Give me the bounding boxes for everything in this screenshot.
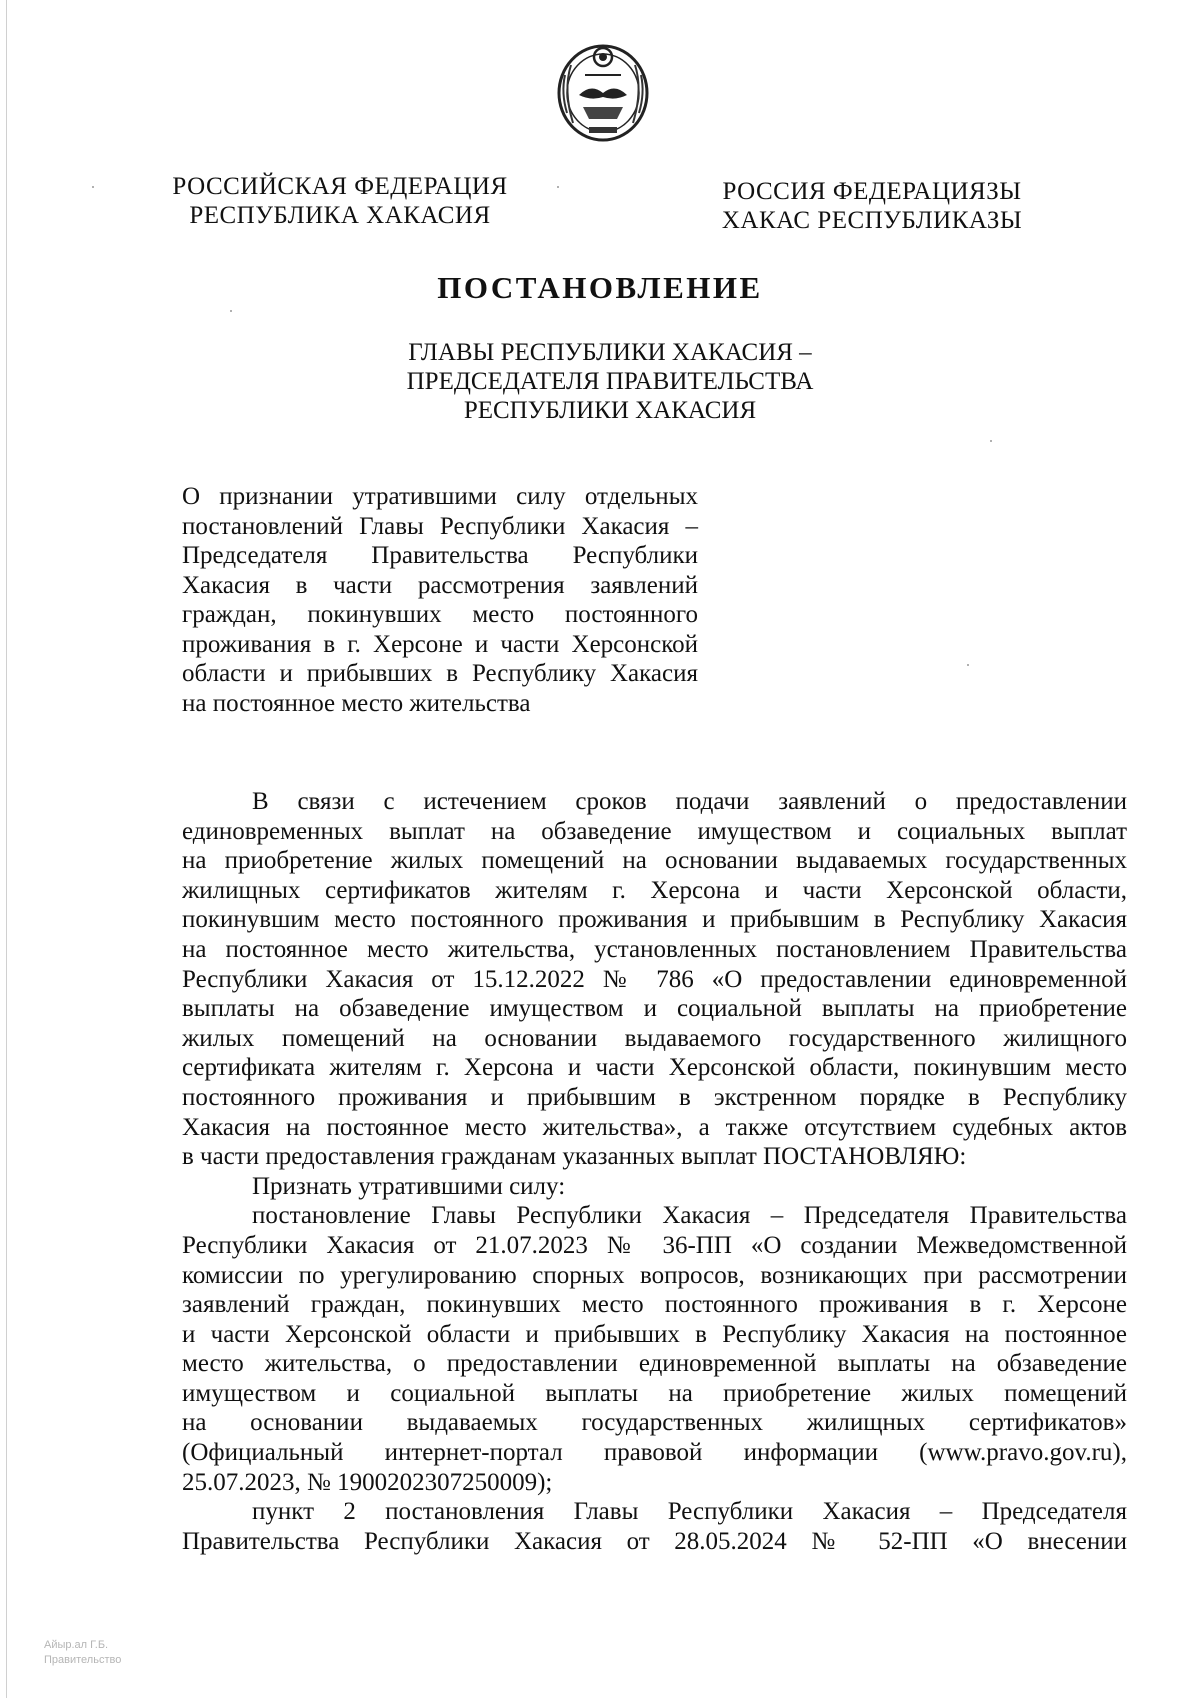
issuer-line: РЕСПУБЛИКИ ХАКАСИЯ (463, 397, 757, 424)
header-right-line-2: ХАКАС РЕСПУБЛИКАЗЫ (721, 207, 1023, 234)
header-left-line-2: РЕСПУБЛИКА ХАКАСИЯ (189, 202, 491, 229)
header-left-line-1: РОССИЙСКАЯ ФЕДЕРАЦИЯ (172, 173, 508, 200)
issuer-line: ПРЕДСЕДАТЕЛЯ ПРАВИТЕЛЬСТВА (406, 368, 814, 395)
scan-speck (92, 186, 94, 188)
body-line: единовременных выплат на обзаведение имуществом и социальных выплат (182, 817, 1127, 845)
body-text (182, 787, 1127, 1556)
subject-line: Председателя Правительства Республики (182, 542, 698, 569)
subject-line: О признании утратившими силу отдельных (182, 483, 698, 510)
body-line: жилых помещений на основании выдаваемого государственного жилищного (182, 1024, 1127, 1052)
stamp-line: Айыр.ал Г.Б. (44, 1639, 109, 1651)
body-line: на приобретение жилых помещений на основании выдаваемых государственных (182, 847, 1127, 875)
body-line: заявлений граждан, покинувших место постоянного проживания в г. Херсоне (182, 1291, 1127, 1319)
body-line: сертификата жителям г. Херсона и части Херсонской области, покинувшим место (182, 1054, 1127, 1082)
scan-speck (557, 186, 559, 188)
body-line: В связи с истечением сроков подачи заявлений о предоставлении (252, 788, 1127, 815)
header-right (712, 177, 1032, 235)
body-line: покинувшим место постоянного проживания и прибывшим в Республику Хакасия (182, 906, 1127, 934)
body-line: 25.07.2023, № 1900202307250009); (182, 1468, 553, 1496)
subject-line: граждан, покинувших место постоянного (182, 601, 698, 628)
body-line: Республики Хакасия от 21.07.2023 № 36-ПП «О создании Межведомственной (182, 1231, 1127, 1259)
subject-block (182, 482, 698, 718)
body-line: комиссии по урегулированию спорных вопросов, возникающих при рассмотрении (182, 1261, 1127, 1289)
body-line: на основании выдаваемых государственных жилищных сертификатов» (182, 1409, 1127, 1437)
body-line: выплаты на обзаведение имуществом и социальной выплаты на приобретение (182, 995, 1127, 1023)
registration-stamp (44, 1638, 121, 1668)
coat-of-arms-emblem (555, 35, 651, 143)
scan-edge-line (6, 0, 7, 1698)
header-left (170, 172, 510, 230)
body-line: пункт 2 постановления Главы Республики Хакасия – Председателя (252, 1498, 1127, 1526)
body-line: Республики Хакасия от 15.12.2022 № 786 «О предоставлении единовременной (182, 965, 1127, 993)
subject-line: Хакасия в части рассмотрения заявлений (182, 571, 698, 599)
stamp-line: Правительство (44, 1654, 122, 1666)
body-line: Признать утратившими силу: (252, 1172, 566, 1200)
body-line: жилищных сертификатов жителям г. Херсона и части Херсонской области, (182, 876, 1127, 904)
subject-line: на постоянное место жительства (182, 689, 531, 717)
body-line: (Официальный интернет-портал правовой информации (www.pravo.gov.ru), (182, 1439, 1127, 1467)
body-line: Правительства Республики Хакасия от 28.05.2024 № 52-ПП «О внесении (182, 1527, 1127, 1555)
issuer-block (330, 338, 890, 425)
scan-speck (230, 310, 232, 312)
body-line: место жительства, о предоставлении единовременной выплаты на обзаведение (182, 1350, 1127, 1378)
header-right-line-1: РОССИЯ ФЕДЕРАЦИЯЗЫ (722, 178, 1022, 205)
body-line: на постоянное место жительства, установленных постановлением Правительства (182, 935, 1127, 963)
subject-line: проживания в г. Херсоне и части Херсонской (182, 630, 698, 658)
scan-speck (967, 664, 969, 666)
body-line: и части Херсонской области и прибывших в Республику Хакасия на постоянное (182, 1320, 1127, 1348)
scan-speck (990, 440, 992, 442)
body-line: в части предоставления гражданам указанных выплат ПОСТАНОВЛЯЮ: (182, 1143, 967, 1171)
body-line: имуществом и социальной выплаты на приобретение жилых помещений (182, 1379, 1127, 1407)
subject-line: постановлений Главы Республики Хакасия – (182, 512, 698, 540)
subject-line: области и прибывших в Республику Хакасия (182, 660, 698, 687)
body-line: Хакасия на постоянное место жительства», а также отсутствием судебных актов (182, 1113, 1127, 1141)
document-title: ПОСТАНОВЛЕНИЕ (437, 270, 763, 305)
issuer-line: ГЛАВЫ РЕСПУБЛИКИ ХАКАСИЯ – (408, 339, 812, 366)
body-line: постоянного проживания и прибывшим в экстренном порядке в Республику (182, 1083, 1127, 1111)
body-line: постановление Главы Республики Хакасия – Председателя Правительства (252, 1202, 1127, 1230)
